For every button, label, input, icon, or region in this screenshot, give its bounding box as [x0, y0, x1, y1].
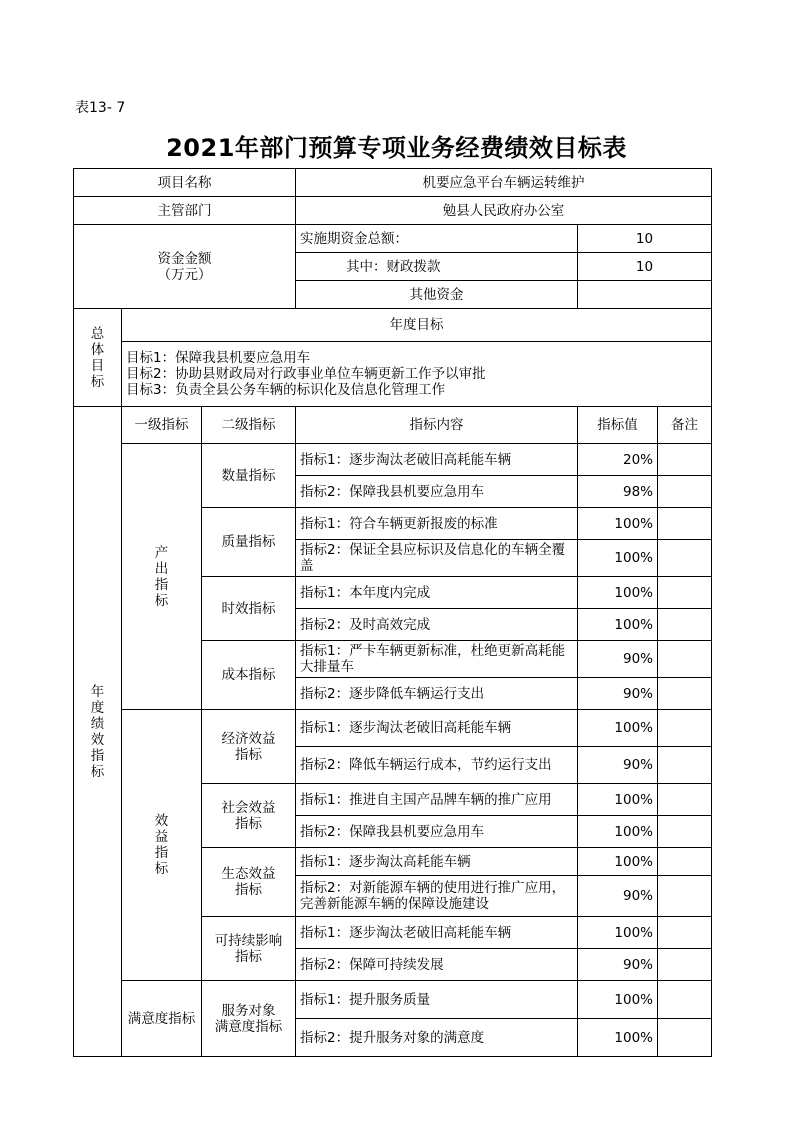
indicator-note: [658, 540, 712, 577]
indicator-value: 100%: [578, 848, 658, 876]
side-char: 效: [90, 731, 105, 748]
group-name-line: 指标: [235, 746, 262, 763]
indicator-note: [658, 476, 712, 508]
goal-item: 目标3：负责全县公务车辆的标识化及信息化管理工作: [126, 382, 446, 398]
indicator-note: [658, 816, 712, 848]
indicator-content: 指标1：逐步淘汰高耗能车辆: [296, 848, 578, 876]
benefit-indicator-label: [122, 710, 202, 981]
indicator-note: [658, 577, 712, 609]
indicator-note: [658, 710, 712, 747]
side-char: 效: [154, 813, 169, 829]
level2-header: 二级指标: [202, 407, 296, 444]
indicator-note: [658, 678, 712, 710]
indicator-value: 90%: [578, 949, 658, 981]
note-header: 备注: [658, 407, 712, 444]
indicator-note: [658, 609, 712, 641]
funds-total-value: 10: [578, 225, 712, 253]
output-indicator-label: [122, 444, 202, 710]
indicator-content: 指标1：提升服务质量: [296, 981, 578, 1019]
side-char: 出: [154, 560, 169, 577]
funds-label: [74, 225, 296, 309]
indicator-value: 100%: [578, 784, 658, 816]
value-header: 指标值: [578, 407, 658, 444]
side-char: 指: [154, 576, 169, 593]
side-char: 标: [154, 861, 169, 877]
group-name: 成本指标: [202, 641, 296, 710]
indicator-content: 指标1：推进自主国产品牌车辆的推广应用: [296, 784, 578, 816]
group-name: [202, 710, 296, 784]
side-char: 总: [90, 325, 105, 342]
table-number: 表13- 7: [75, 100, 126, 116]
funds-fiscal-value: 10: [578, 253, 712, 281]
indicator-value: 100%: [578, 577, 658, 609]
indicator-note: [658, 917, 712, 949]
indicator-value: 100%: [578, 609, 658, 641]
group-name: 数量指标: [202, 444, 296, 508]
indicator-content: 指标2：保障我县机要应急用车: [296, 476, 578, 508]
indicator-note: [658, 747, 712, 784]
goal-item: 目标1：保障我县机要应急用车: [126, 350, 311, 366]
indicator-note: [658, 508, 712, 540]
annual-indicators-side-label: [74, 407, 122, 1057]
department-value: 勉县人民政府办公室: [296, 197, 712, 225]
indicator-note: [658, 784, 712, 816]
indicator-content: 指标1：逐步淘汰老破旧高耗能车辆: [296, 917, 578, 949]
indicator-content: 指标2：对新能源车辆的使用进行推广应用，完善新能源车辆的保障设施建设: [296, 876, 578, 917]
indicator-content: 指标2：保障可持续发展: [296, 949, 578, 981]
indicator-content: 指标1：本年度内完成: [296, 577, 578, 609]
group-name: [202, 848, 296, 917]
side-char: 益: [154, 829, 169, 845]
project-name-value: 机要应急平台车辆运转维护: [296, 169, 712, 197]
group-name: [202, 784, 296, 848]
department-label: 主管部门: [74, 197, 296, 225]
indicator-value: 100%: [578, 981, 658, 1019]
funds-other-label: 其他资金: [296, 281, 578, 309]
group-name: [202, 981, 296, 1057]
level1-header: 一级指标: [122, 407, 202, 444]
side-char: 产: [154, 544, 169, 561]
project-name-label: 项目名称: [74, 169, 296, 197]
group-name-line: 社会效益: [221, 799, 276, 816]
side-char: 绩: [90, 715, 105, 732]
group-name: [202, 917, 296, 981]
indicator-value: 90%: [578, 876, 658, 917]
funds-label-line1: 资金金额: [157, 250, 212, 267]
indicator-content: 指标2：逐步降低车辆运行支出: [296, 678, 578, 710]
goal-item: 目标2：协助县财政局对行政事业单位车辆更新工作予以审批: [126, 366, 486, 382]
group-name-line: 经济效益: [221, 730, 276, 747]
side-char: 标: [90, 373, 105, 390]
annual-goals-header: 年度目标: [122, 309, 712, 342]
indicator-value: 100%: [578, 508, 658, 540]
indicator-note: [658, 949, 712, 981]
satisfaction-indicator-label: 满意度指标: [122, 981, 202, 1057]
indicator-note: [658, 1019, 712, 1057]
group-name: 时效指标: [202, 577, 296, 641]
indicator-note: [658, 444, 712, 476]
indicator-value: 100%: [578, 1019, 658, 1057]
indicator-value: 90%: [578, 678, 658, 710]
side-char: 目: [90, 357, 105, 374]
indicator-content: 指标1：符合车辆更新报废的标准: [296, 508, 578, 540]
indicator-content: 指标2：降低车辆运行成本，节约运行支出: [296, 747, 578, 784]
group-name: 质量指标: [202, 508, 296, 577]
indicator-content: 指标2：保证全县应标识及信息化的车辆全覆盖: [296, 540, 578, 577]
indicator-value: 100%: [578, 816, 658, 848]
indicator-content: 指标2：及时高效完成: [296, 609, 578, 641]
group-name-line: 指标: [235, 815, 262, 832]
performance-table: [73, 168, 712, 1057]
funds-label-line2: （万元）: [157, 266, 212, 283]
side-char: 体: [90, 341, 105, 358]
annual-goals-list: [122, 342, 712, 407]
funds-total-label: 实施期资金总额：: [296, 225, 578, 253]
side-char: 年: [90, 683, 105, 700]
content-header: 指标内容: [296, 407, 578, 444]
indicator-note: [658, 876, 712, 917]
indicator-note: [658, 981, 712, 1019]
indicator-note: [658, 848, 712, 876]
indicator-note: [658, 641, 712, 678]
indicator-content: 指标2：保障我县机要应急用车: [296, 816, 578, 848]
indicator-content: 指标1：严卡车辆更新标准，杜绝更新高耗能大排量车: [296, 641, 578, 678]
indicator-value: 98%: [578, 476, 658, 508]
overall-goals-side-label: [74, 309, 122, 407]
indicator-value: 90%: [578, 641, 658, 678]
side-char: 指: [90, 747, 105, 764]
group-name-line: 指标: [235, 882, 262, 898]
group-name-line: 满意度指标: [214, 1018, 283, 1035]
group-name-line: 服务对象: [221, 1002, 276, 1019]
side-char: 指: [154, 845, 169, 861]
indicator-content: 指标1：逐步淘汰老破旧高耗能车辆: [296, 710, 578, 747]
group-name-line: 指标: [235, 948, 262, 965]
page-title: 2021年部门预算专项业务经费绩效目标表: [166, 134, 627, 162]
indicator-value: 100%: [578, 710, 658, 747]
group-name-line: 可持续影响: [214, 932, 283, 949]
side-char: 标: [154, 592, 169, 609]
side-char: 度: [90, 699, 105, 716]
indicator-value: 90%: [578, 747, 658, 784]
indicator-value: 100%: [578, 917, 658, 949]
indicator-content: 指标1：逐步淘汰老破旧高耗能车辆: [296, 444, 578, 476]
indicator-content: 指标2：提升服务对象的满意度: [296, 1019, 578, 1057]
indicator-value: 20%: [578, 444, 658, 476]
indicator-value: 100%: [578, 540, 658, 577]
funds-fiscal-label: 其中：财政拨款: [296, 253, 578, 281]
funds-other-value: [578, 281, 712, 309]
side-char: 标: [90, 763, 105, 780]
group-name-line: 生态效益: [221, 866, 276, 882]
